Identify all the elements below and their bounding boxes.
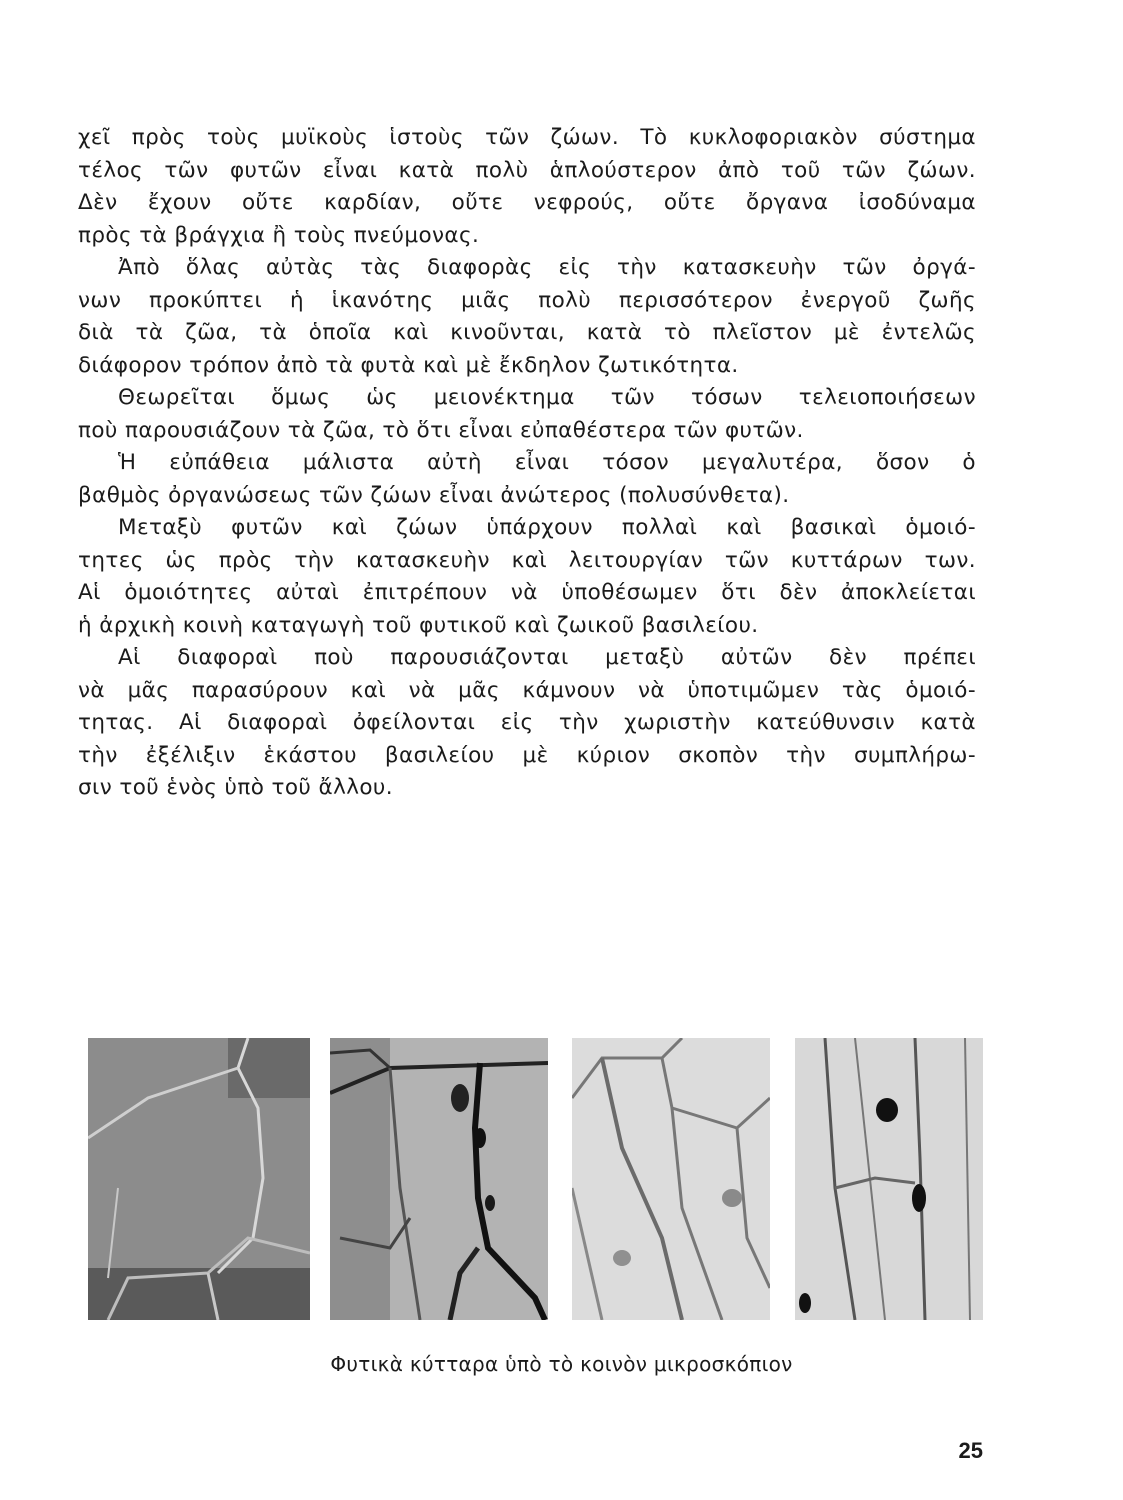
text-line: Αἱ διαφοραὶ ποὺ παρουσιάζονται μεταξὺ αὐτῶν δὲν πρέπει [118,645,976,670]
text-line: τητες ὡς πρὸς τὴν κατασκευὴν καὶ λειτουργίαν τῶν κυττάρων των. [78,547,976,573]
micrograph-3 [572,1038,770,1320]
figure-caption: Φυτικὰ κύτταρα ὑπὸ τὸ κοινὸν μικροσκόπιον [330,1352,793,1376]
micrograph-4 [795,1038,983,1320]
text-line: χεῖ πρὸς τοὺς μυϊκοὺς ἱστοὺς τῶν ζώων. Τὸ κυκλοφοριακὸν σύστημα [78,125,976,150]
text-line: Ἡ εὐπάθεια μάλιστα αὐτὴ εἶναι τόσον μεγαλυτέρα, ὅσον ὁ [118,450,976,475]
body-text [78,122,976,805]
text-line: διὰ τὰ ζῶα, τὰ ὁποῖα καὶ κινοῦνται, κατὰ τὸ πλεῖστον μὲ ἐντελῶς [78,320,976,345]
micrograph-figure [0,1032,1123,1322]
text-line: τητας. Αἱ διαφοραὶ ὀφείλονται εἰς τὴν χωριστὴν κατεύθυνσιν κατὰ [78,710,976,735]
text-line: Μεταξὺ φυτῶν καὶ ζώων ὑπάρχουν πολλαὶ καὶ βασικαὶ ὁμοιό- [118,515,976,540]
page-number: 25 [958,1438,983,1463]
text-line: νων προκύπτει ἡ ἱκανότης μιᾶς πολὺ περισσότερον ἐνεργοῦ ζωῆς [78,287,976,313]
text-line: νὰ μᾶς παρασύρουν καὶ νὰ μᾶς κάμνουν νὰ ὑποτιμῶμεν τὰς ὁμοιό- [78,677,976,703]
text-line: σιν τοῦ ἑνὸς ὑπὸ τοῦ ἄλλου. [78,775,393,800]
text-line: ποὺ παρουσιάζουν τὰ ζῶα, τὸ ὅτι εἶναι εὐπαθέστερα τῶν φυτῶν. [78,417,804,443]
text-line: πρὸς τὰ βράγχια ἢ τοὺς πνεύμονας. [78,222,480,248]
micrograph-1 [88,1038,310,1320]
text-line: βαθμὸς ὀργανώσεως τῶν ζώων εἶναι ἀνώτερος (πολυσύνθετα). [78,482,790,508]
text-line: Αἱ ὁμοιότητες αὐταὶ ἐπιτρέπουν νὰ ὑποθέσωμεν ὅτι δὲν ἀποκλείεται [78,580,976,605]
text-line: ἡ ἀρχικὴ κοινὴ καταγωγὴ τοῦ φυτικοῦ καὶ ζωικοῦ βασιλείου. [78,612,759,638]
text-line: διάφορον τρόπον ἀπὸ τὰ φυτὰ καὶ μὲ ἔκδηλον ζωτικότητα. [78,352,739,378]
text-line: τέλος τῶν φυτῶν εἶναι κατὰ πολὺ ἁπλούστερον ἀπὸ τοῦ τῶν ζώων. [78,157,976,183]
micrograph-2 [330,1038,548,1320]
text-line: Δὲν ἔχουν οὔτε καρδίαν, οὔτε νεφρούς, οὔτε ὄργανα ἰσοδύναμα [78,190,976,215]
text-line: Ἀπὸ ὅλας αὐτὰς τὰς διαφορὰς εἰς τὴν κατασκευὴν τῶν ὀργά- [118,255,976,280]
text-line: τὴν ἐξέλιξιν ἑκάστου βασιλείου μὲ κύριον σκοπὸν τὴν συμπλήρω- [78,742,976,768]
text-line: Θεωρεῖται ὅμως ὡς μειονέκτημα τῶν τόσων τελειοποιήσεων [118,385,976,410]
